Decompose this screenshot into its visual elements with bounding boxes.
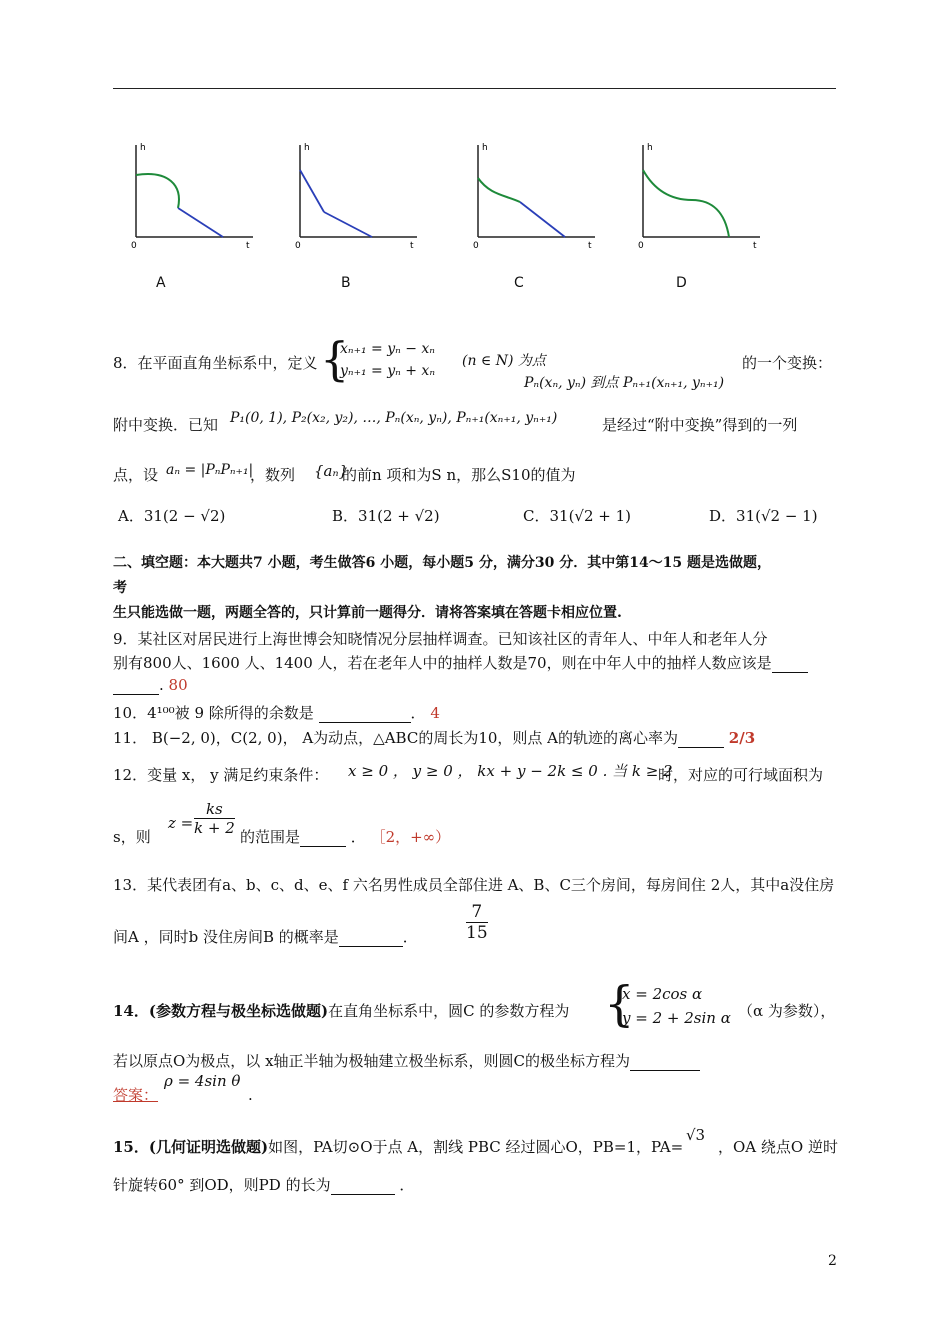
- q14-param: （α 为参数），: [738, 1002, 836, 1020]
- q12-line1b: 时，对应的可行域面积为: [658, 766, 824, 784]
- q12-blank: [300, 828, 346, 847]
- q15-line2: 针旋转60° 到OD，则PD 的长为 ．: [113, 1176, 415, 1194]
- q9-blank2: [113, 676, 159, 695]
- q8-system: [340, 338, 435, 382]
- q14-system: [622, 982, 731, 1030]
- q12-line2b-text: 的范围是: [240, 828, 301, 846]
- graph-b-label: B: [341, 275, 351, 291]
- svg-text:0: 0: [638, 241, 644, 251]
- q12-constraints: x ≥ 0 ， y ≥ 0 ， kx + y − 2k ≤ 0 . 当 k ≥ 2: [348, 762, 673, 780]
- q11-line: [113, 727, 755, 748]
- svg-text:h: h: [140, 143, 146, 153]
- q8-prefix: 8．在平面直角坐标系中，定义: [113, 354, 318, 372]
- q10-answer: 4: [430, 704, 440, 722]
- q8-line3b: ，数列: [250, 466, 296, 484]
- q8-line3-formula: aₙ = |PₙPₙ₊₁|: [166, 462, 254, 478]
- graph-c: [470, 140, 600, 254]
- section2-line2: 生只能选做一题，两题全答的，只计算前一题得分．请将答案填在答题卡相应位置.: [113, 605, 622, 621]
- q12-line2b: 的范围是 ． ［2，+∞）: [240, 828, 451, 846]
- q8-line2b: 是经过“附中变换”得到的一列: [602, 416, 798, 434]
- graph-d-label: D: [676, 275, 687, 291]
- q8-option-b: B．31(2 + √2): [332, 507, 440, 525]
- q11-text: 11． B(−2, 0)，C(2, 0)， A为动点，△ABC的周长为10，则点 A的轨迹的离心率为: [113, 729, 679, 747]
- q15-line1b: ，OA 绕点O 逆时: [718, 1138, 838, 1156]
- q15-blank: [331, 1176, 395, 1195]
- graph-a: [128, 140, 258, 254]
- q8-option-d: D．31(√2 − 1): [709, 507, 818, 525]
- q14-eq2: y = 2 + 2sin α: [622, 1009, 731, 1027]
- q10-line: 10．4¹⁰⁰被 9 除所得的余数是 ． 4: [113, 704, 440, 722]
- q15-tag: 15．(几何证明选做题): [113, 1138, 269, 1156]
- q11-blank: [678, 729, 724, 748]
- q8-brace: {: [320, 332, 350, 386]
- q14-line1-text: 在直角坐标系中，圆C 的参数方程为: [328, 1002, 570, 1020]
- svg-text:t: t: [753, 241, 757, 251]
- svg-text:h: h: [482, 143, 488, 153]
- q13-line2: 间A ，同时b 没住房间B 的概率是 ．: [113, 928, 418, 946]
- q15-line1: [113, 1136, 683, 1157]
- q14-tag: 14．(参数方程与极坐标选做题): [113, 1002, 329, 1020]
- q13-line1: 13．某代表团有a、b、c、d、e、f 六名男性成员全部住进 A、B、C三个房间，每房间住 2人，其中a没住房: [113, 876, 835, 894]
- q8-suffix: 的一个变换：: [742, 354, 833, 372]
- graph-c-label: C: [514, 275, 524, 291]
- q8-line3c: 的前n 项和为S n，那么S10的值为: [342, 466, 576, 484]
- svg-text:h: h: [304, 143, 310, 153]
- svg-text:t: t: [588, 241, 592, 251]
- page-number: 2: [828, 1253, 837, 1269]
- svg-text:0: 0: [131, 241, 137, 251]
- q9-line3: . 80: [113, 676, 188, 695]
- q13-fraction: [466, 902, 488, 943]
- graph-a-label: A: [156, 275, 166, 291]
- q12-fraction: [194, 800, 235, 837]
- q14-answer: ρ = 4sin θ: [164, 1072, 241, 1090]
- q15-sqrt: √3: [686, 1126, 706, 1144]
- svg-text:t: t: [410, 241, 414, 251]
- q14-blank: [630, 1052, 700, 1071]
- q8-option-a: A．31(2 − √2): [118, 507, 226, 525]
- q12-line2a: s，则: [113, 828, 151, 846]
- q9-line2-text: 别有800人、1600 人、1400 人，若在老年人中的抽样人数是70，则在中年人中的抽样人数应该是: [113, 654, 772, 672]
- q12-line1a: 12．变量 x， y 满足约束条件：: [113, 766, 329, 784]
- q14-line1: [113, 1000, 569, 1021]
- q9-line2: [113, 652, 808, 673]
- q9-answer: 80: [168, 676, 188, 694]
- section2-line1: 二、填空题：本大题共7 小题，考生做答6 小题，每小题5 分，满分30 分．其中第14～15 题是选做题，: [113, 555, 772, 571]
- q13-blank: [339, 928, 403, 947]
- q8-line3a: 点，设: [113, 466, 159, 484]
- section2-line1b: 考: [113, 580, 127, 596]
- q10-blank: [319, 704, 411, 723]
- q8-points: Pₙ(xₙ, yₙ) 到点 Pₙ₊₁(xₙ₊₁, yₙ₊₁): [524, 375, 725, 391]
- q14-eq1: x = 2cos α: [622, 985, 703, 1003]
- q10-text: 10．4¹⁰⁰被 9 除所得的余数是: [113, 704, 314, 722]
- q14-answer-label: 答案：: [113, 1086, 159, 1104]
- q12-answer: ［2，+∞）: [370, 828, 451, 846]
- svg-text:0: 0: [295, 241, 301, 251]
- q12-numerator: ks: [194, 800, 235, 819]
- q14-answer-row: [113, 1084, 158, 1105]
- q8-eq1: xₙ₊₁ = yₙ − xₙ: [340, 341, 435, 357]
- svg-text:h: h: [647, 143, 653, 153]
- q15-line2-text: 针旋转60° 到OD，则PD 的长为: [113, 1176, 331, 1194]
- svg-text:0: 0: [473, 241, 479, 251]
- header-rule: [113, 88, 836, 89]
- graph-d: [637, 140, 767, 254]
- q8-option-c: C．31(√2 + 1): [523, 507, 632, 525]
- q8-line2-points: P₁(0, 1), P₂(x₂, y₂), …, Pₙ(xₙ, yₙ), Pₙ₊₁(xₙ₊₁, yₙ₊₁): [230, 410, 558, 426]
- q14-period: .: [248, 1086, 253, 1104]
- q9-line1: 9．某社区对居民进行上海世博会知晓情况分层抽样调查。已知该社区的青年人、中年人和老年人分: [113, 630, 768, 648]
- q9-blank: [772, 654, 808, 673]
- q8-cond: (n ∈ N) 为点: [462, 353, 546, 369]
- q14-line2-text: 若以原点O为极点，以 x轴正半轴为极轴建立极坐标系，则圆C的极坐标方程为: [113, 1052, 631, 1070]
- q12-denominator: k + 2: [194, 819, 235, 837]
- q8-eq2: yₙ₊₁ = yₙ + xₙ: [340, 363, 435, 379]
- q13-numerator: 7: [466, 902, 488, 923]
- q8-line3-seq: {aₙ}: [314, 462, 349, 480]
- q13-denominator: 15: [466, 923, 488, 943]
- q15-line1-text: 如图，PA切⊙O于点 A，割线 PBC 经过圆心O，PB=1，PA=: [268, 1138, 684, 1156]
- q13-line2-text: 间A ，同时b 没住房间B 的概率是: [113, 928, 339, 946]
- q14-brace: {: [604, 976, 635, 1032]
- q14-line2: [113, 1050, 700, 1071]
- q12-z: z =: [168, 814, 194, 832]
- graph-b: [294, 140, 424, 254]
- q8-line2a: 附中变换．已知: [113, 416, 219, 434]
- q11-answer: 2/3: [728, 729, 756, 747]
- svg-text:t: t: [246, 241, 250, 251]
